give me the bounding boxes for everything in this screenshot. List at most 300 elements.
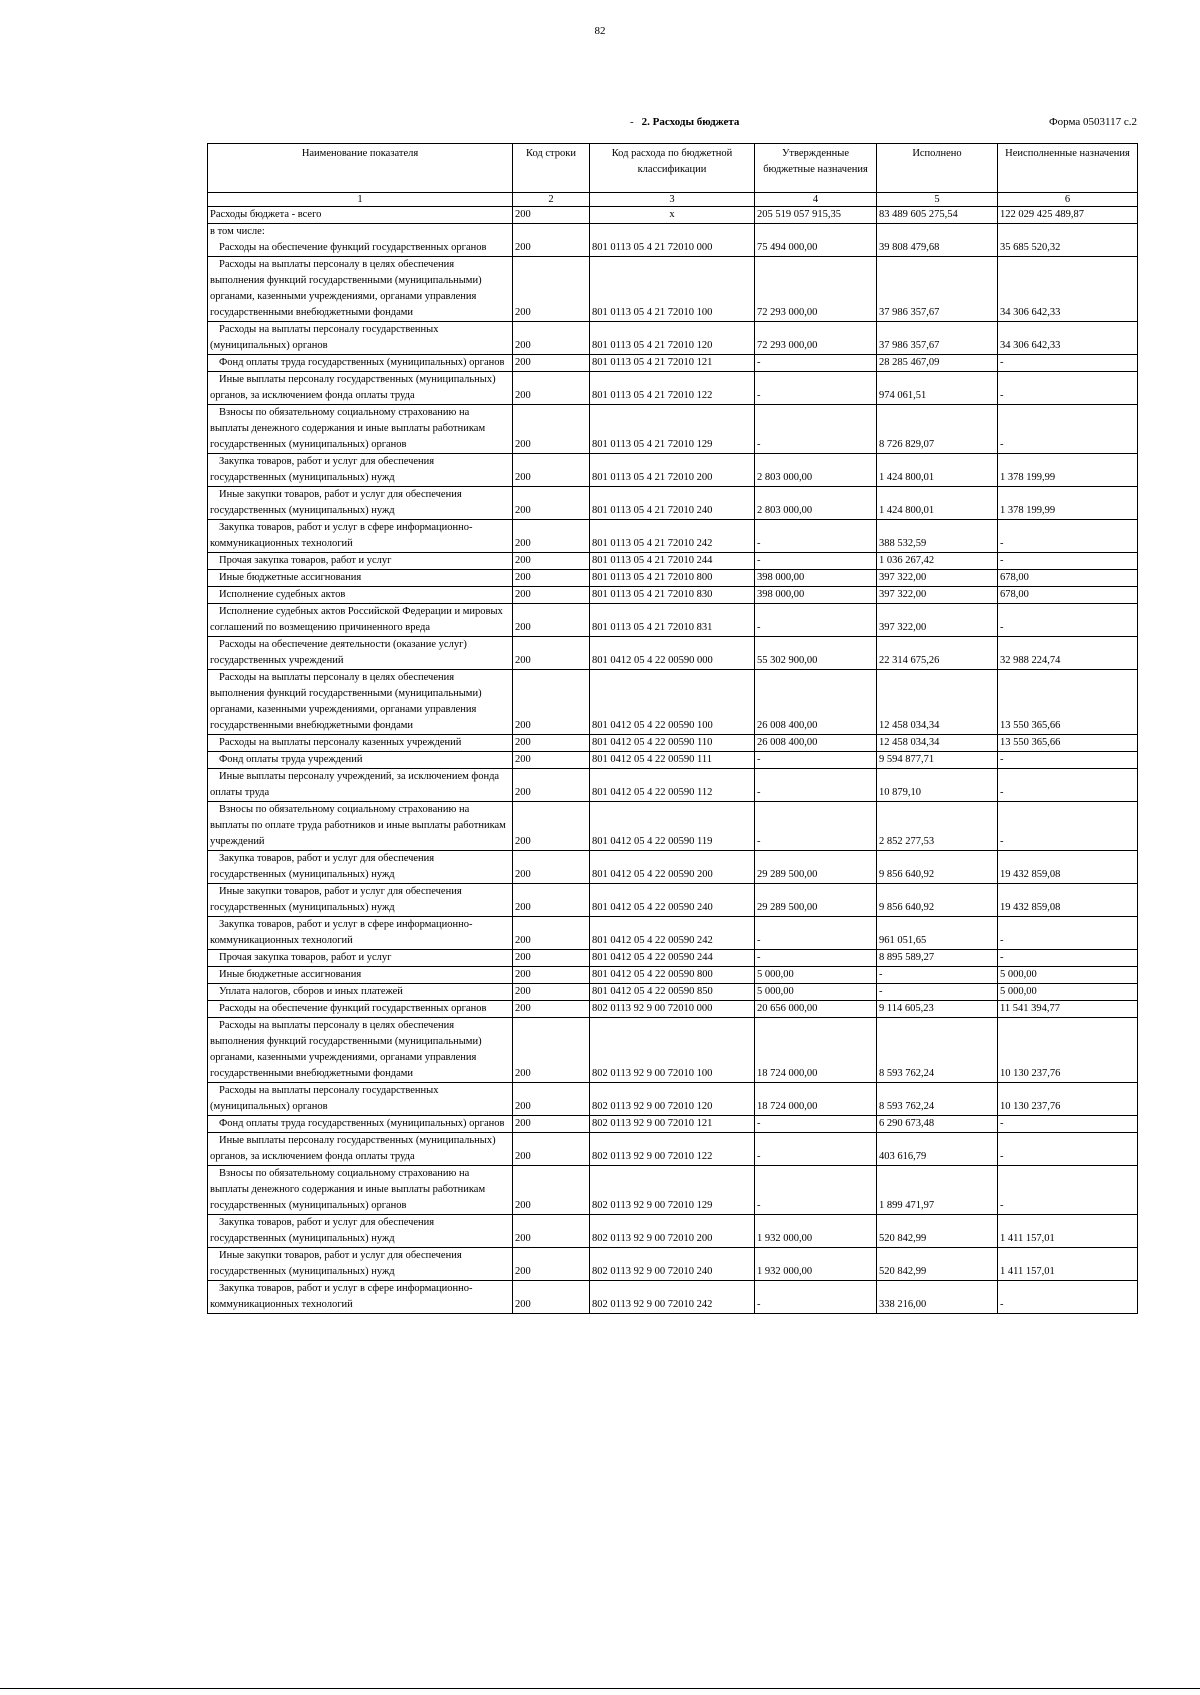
row-line-code-cell: 200 (513, 257, 590, 322)
row-unexecuted-cell: - (998, 917, 1138, 950)
row-name-text: Расходы на выплаты персоналу в целях обеспечения выполнения функций государственными (муниципальными) органами, казенными учреждениями, органами управления государственными внебюджетными фондами (210, 672, 482, 731)
row-executed-cell: 37 986 357,67 (877, 322, 998, 355)
row-name-cell (208, 1166, 513, 1215)
row-line-code-cell: 200 (513, 1215, 590, 1248)
row-kbk-cell: 801 0412 05 4 22 00590 112 (590, 769, 755, 802)
table-body (208, 207, 1138, 1314)
row-unexecuted-cell: 1 411 157,01 (998, 1215, 1138, 1248)
row-approved-cell: - (755, 950, 877, 967)
row-line-code-cell: 200 (513, 752, 590, 769)
row-name-cell (208, 1018, 513, 1083)
table-row (208, 454, 1138, 487)
row-line-code-cell: 200 (513, 802, 590, 851)
row-name-text: Взносы по обязательному социальному страхованию на выплаты денежного содержания и иные выплаты работникам государственных (муниципальных) органов (210, 1168, 486, 1211)
row-line-code-cell: 200 (513, 207, 590, 224)
row-name-text: Расходы на выплаты персоналу государственных (муниципальных) органов (210, 1085, 439, 1112)
row-kbk-cell: 802 0113 92 9 00 72010 000 (590, 1001, 755, 1018)
row-line-code-cell: 200 (513, 1133, 590, 1166)
column-number: 5 (877, 193, 998, 207)
row-unexecuted-cell: - (998, 405, 1138, 454)
row-kbk-cell: 801 0412 05 4 22 00590 000 (590, 637, 755, 670)
row-executed-cell: 12 458 034,34 (877, 670, 998, 735)
row-name-text: Закупка товаров, работ и услуг для обеспечения государственных (муниципальных) нужд (210, 1217, 435, 1244)
table-row (208, 570, 1138, 587)
row-name-text: Расходы на выплаты персоналу в целях обеспечения выполнения функций государственными (муниципальными) органами, казенными учреждениями, органами управления государственными внебюджетными фондами (210, 259, 482, 318)
row-name-cell (208, 1215, 513, 1248)
row-line-code-cell: 200 (513, 553, 590, 570)
row-unexecuted-cell: 1 378 199,99 (998, 454, 1138, 487)
row-approved-cell: 29 289 500,00 (755, 884, 877, 917)
table-row (208, 752, 1138, 769)
row-executed-cell: 388 532,59 (877, 520, 998, 553)
column-numbers-row (208, 193, 1138, 207)
row-approved-cell: - (755, 752, 877, 769)
row-name-cell (208, 257, 513, 322)
row-name-text: Расходы на обеспечение деятельности (оказание услуг) государственных учреждений (210, 639, 467, 666)
row-kbk-cell: 802 0113 92 9 00 72010 240 (590, 1248, 755, 1281)
row-approved-cell: - (755, 769, 877, 802)
row-kbk-cell: 801 0412 05 4 22 00590 242 (590, 917, 755, 950)
table-row (208, 884, 1138, 917)
table-row (208, 1215, 1138, 1248)
row-line-code-cell: 200 (513, 1001, 590, 1018)
row-approved-cell: - (755, 604, 877, 637)
row-name-text: Закупка товаров, работ и услуг для обеспечения государственных (муниципальных) нужд (210, 853, 435, 880)
row-executed-cell: 397 322,00 (877, 604, 998, 637)
row-line-code-cell: 200 (513, 520, 590, 553)
row-line-code-cell: 200 (513, 851, 590, 884)
row-unexecuted-cell: - (998, 1116, 1138, 1133)
row-executed-cell: - (877, 967, 998, 984)
row-name-text: Иные закупки товаров, работ и услуг для обеспечения государственных (муниципальных) нужд (210, 1250, 462, 1277)
table-row (208, 967, 1138, 984)
row-name-text: Закупка товаров, работ и услуг в сфере информационно-коммуникационных технологий (210, 1283, 473, 1310)
row-name-cell (208, 553, 513, 570)
table-row (208, 1001, 1138, 1018)
row-unexecuted-cell: 678,00 (998, 587, 1138, 604)
column-number: 3 (590, 193, 755, 207)
row-executed-cell: 28 285 467,09 (877, 355, 998, 372)
row-executed-cell: 974 061,51 (877, 372, 998, 405)
row-approved-cell: 5 000,00 (755, 984, 877, 1001)
row-unexecuted-cell: 10 130 237,76 (998, 1018, 1138, 1083)
row-approved-cell (755, 224, 877, 241)
row-name-text: Иные выплаты персоналу учреждений, за исключением фонда оплаты труда (210, 771, 500, 798)
row-unexecuted-cell (998, 224, 1138, 241)
row-name-cell (208, 769, 513, 802)
column-header-line-code: Код строки (513, 144, 590, 193)
row-name-text: Уплата налогов, сборов и иных платежей (219, 986, 403, 997)
row-name-cell (208, 454, 513, 487)
row-name-cell (208, 1116, 513, 1133)
row-name-text: Фонд оплаты труда учреждений (219, 754, 363, 765)
row-unexecuted-cell: - (998, 604, 1138, 637)
row-executed-cell: 1 424 800,01 (877, 487, 998, 520)
row-name-text: Иные бюджетные ассигнования (219, 572, 362, 583)
column-header-executed: Исполнено (877, 144, 998, 193)
row-name-cell (208, 355, 513, 372)
row-line-code-cell: 200 (513, 735, 590, 752)
row-line-code-cell: 200 (513, 1248, 590, 1281)
row-unexecuted-cell: - (998, 1281, 1138, 1314)
row-unexecuted-cell: 13 550 365,66 (998, 735, 1138, 752)
row-unexecuted-cell: - (998, 1133, 1138, 1166)
table-row (208, 1133, 1138, 1166)
row-unexecuted-cell: 13 550 365,66 (998, 670, 1138, 735)
row-line-code-cell: 200 (513, 372, 590, 405)
row-kbk-cell: 801 0412 05 4 22 00590 850 (590, 984, 755, 1001)
row-kbk-cell (590, 224, 755, 241)
table-row (208, 1166, 1138, 1215)
row-approved-cell: - (755, 1166, 877, 1215)
column-number: 1 (208, 193, 513, 207)
row-line-code-cell: 200 (513, 240, 590, 257)
row-kbk-cell: 801 0113 05 4 21 72010 830 (590, 587, 755, 604)
row-executed-cell: 37 986 357,67 (877, 257, 998, 322)
row-line-code-cell: 200 (513, 1018, 590, 1083)
row-line-code-cell: 200 (513, 984, 590, 1001)
row-kbk-cell: 802 0113 92 9 00 72010 121 (590, 1116, 755, 1133)
row-line-code-cell: 200 (513, 570, 590, 587)
row-name-cell (208, 1248, 513, 1281)
row-kbk-cell: 801 0113 05 4 21 72010 244 (590, 553, 755, 570)
column-number: 2 (513, 193, 590, 207)
table-row (208, 224, 1138, 241)
row-name-cell (208, 240, 513, 257)
row-executed-cell (877, 224, 998, 241)
row-line-code-cell: 200 (513, 1281, 590, 1314)
row-unexecuted-cell: 19 432 859,08 (998, 884, 1138, 917)
row-unexecuted-cell: - (998, 355, 1138, 372)
row-name-cell (208, 322, 513, 355)
row-executed-cell: 10 879,10 (877, 769, 998, 802)
row-name-cell (208, 1083, 513, 1116)
form-code: Форма 0503117 с.2 (1048, 116, 1137, 128)
table-row (208, 604, 1138, 637)
row-approved-cell: 55 302 900,00 (755, 637, 877, 670)
row-unexecuted-cell: - (998, 520, 1138, 553)
table-row (208, 587, 1138, 604)
row-approved-cell: - (755, 520, 877, 553)
row-unexecuted-cell: 5 000,00 (998, 984, 1138, 1001)
table-row (208, 735, 1138, 752)
row-name-text: Иные закупки товаров, работ и услуг для обеспечения государственных (муниципальных) нужд (210, 886, 462, 913)
row-approved-cell: 398 000,00 (755, 587, 877, 604)
row-kbk-cell: 801 0412 05 4 22 00590 800 (590, 967, 755, 984)
row-name-text: Расходы на выплаты персоналу государственных (муниципальных) органов (210, 324, 439, 351)
row-unexecuted-cell: 10 130 237,76 (998, 1083, 1138, 1116)
row-name-text: Расходы на выплаты персоналу в целях обеспечения выполнения функций государственными (муниципальными) органами, казенными учреждениями, органами управления государственными внебюджетными фондами (210, 1020, 482, 1079)
row-unexecuted-cell: 5 000,00 (998, 967, 1138, 984)
row-name-text: Взносы по обязательному социальному страхованию на выплаты денежного содержания и иные выплаты работникам государственных (муниципальных) органов (210, 407, 486, 450)
row-kbk-cell: x (590, 207, 755, 224)
row-approved-cell: 72 293 000,00 (755, 322, 877, 355)
row-kbk-cell: 802 0113 92 9 00 72010 120 (590, 1083, 755, 1116)
row-kbk-cell: 801 0412 05 4 22 00590 111 (590, 752, 755, 769)
row-kbk-cell: 801 0113 05 4 21 72010 831 (590, 604, 755, 637)
table-row (208, 240, 1138, 257)
row-unexecuted-cell: 11 541 394,77 (998, 1001, 1138, 1018)
row-unexecuted-cell: - (998, 372, 1138, 405)
row-approved-cell: 26 008 400,00 (755, 735, 877, 752)
row-name-cell (208, 984, 513, 1001)
row-unexecuted-cell: 1 411 157,01 (998, 1248, 1138, 1281)
section-title-text: 2. Расходы бюджета (641, 116, 740, 128)
row-unexecuted-cell: - (998, 1166, 1138, 1215)
table-row (208, 553, 1138, 570)
row-kbk-cell: 801 0113 05 4 21 72010 122 (590, 372, 755, 405)
row-approved-cell: 205 519 057 915,35 (755, 207, 877, 224)
column-header-name: Наименование показателя (208, 144, 513, 193)
row-approved-cell: 5 000,00 (755, 967, 877, 984)
row-name-text: Прочая закупка товаров, работ и услуг (219, 952, 392, 963)
row-line-code-cell: 200 (513, 604, 590, 637)
row-executed-cell: 6 290 673,48 (877, 1116, 998, 1133)
column-header-unexecuted: Неисполненные назначения (998, 144, 1138, 193)
row-kbk-cell: 801 0113 05 4 21 72010 242 (590, 520, 755, 553)
table-row (208, 670, 1138, 735)
row-name-cell (208, 917, 513, 950)
row-approved-cell: - (755, 1281, 877, 1314)
column-number: 4 (755, 193, 877, 207)
row-approved-cell: - (755, 1116, 877, 1133)
row-unexecuted-cell: 122 029 425 489,87 (998, 207, 1138, 224)
row-approved-cell: - (755, 405, 877, 454)
row-approved-cell: 26 008 400,00 (755, 670, 877, 735)
row-line-code-cell: 200 (513, 487, 590, 520)
row-approved-cell: 18 724 000,00 (755, 1083, 877, 1116)
row-name-cell (208, 405, 513, 454)
row-kbk-cell: 801 0412 05 4 22 00590 119 (590, 802, 755, 851)
table-row (208, 1281, 1138, 1314)
bottom-rule (0, 1688, 1200, 1689)
row-name-text: Взносы по обязательному социальному страхованию на выплаты по оплате труда работников и иные выплаты работникам учреждений (210, 804, 506, 847)
row-name-text: Закупка товаров, работ и услуг в сфере информационно-коммуникационных технологий (210, 522, 473, 549)
row-executed-cell: 9 594 877,71 (877, 752, 998, 769)
row-line-code-cell: 200 (513, 322, 590, 355)
row-kbk-cell: 802 0113 92 9 00 72010 129 (590, 1166, 755, 1215)
row-approved-cell: 18 724 000,00 (755, 1018, 877, 1083)
row-unexecuted-cell: 678,00 (998, 570, 1138, 587)
row-kbk-cell: 802 0113 92 9 00 72010 200 (590, 1215, 755, 1248)
row-name-cell (208, 487, 513, 520)
row-name-cell (208, 604, 513, 637)
row-line-code-cell: 200 (513, 884, 590, 917)
row-name-cell (208, 587, 513, 604)
column-headers-row (208, 144, 1138, 193)
row-kbk-cell: 801 0113 05 4 21 72010 129 (590, 405, 755, 454)
table-row (208, 950, 1138, 967)
row-approved-cell: - (755, 355, 877, 372)
page-number: 82 (594, 25, 606, 37)
row-executed-cell: 1 036 267,42 (877, 553, 998, 570)
table-row (208, 487, 1138, 520)
row-line-code-cell: 200 (513, 1166, 590, 1215)
table-row (208, 802, 1138, 851)
row-approved-cell: - (755, 917, 877, 950)
table-row (208, 207, 1138, 224)
row-unexecuted-cell: 32 988 224,74 (998, 637, 1138, 670)
row-approved-cell: 29 289 500,00 (755, 851, 877, 884)
row-executed-cell: 9 856 640,92 (877, 884, 998, 917)
row-name-cell (208, 1281, 513, 1314)
row-line-code-cell: 200 (513, 637, 590, 670)
row-executed-cell: 8 726 829,07 (877, 405, 998, 454)
row-approved-cell: 75 494 000,00 (755, 240, 877, 257)
row-name-text: Расходы бюджета - всего (210, 209, 322, 220)
row-line-code-cell: 200 (513, 950, 590, 967)
row-name-cell (208, 670, 513, 735)
row-name-cell (208, 967, 513, 984)
row-line-code-cell: 200 (513, 355, 590, 372)
row-line-code-cell: 200 (513, 967, 590, 984)
row-name-text: Закупка товаров, работ и услуг для обеспечения государственных (муниципальных) нужд (210, 456, 435, 483)
table-row (208, 769, 1138, 802)
row-approved-cell: 20 656 000,00 (755, 1001, 877, 1018)
table-row (208, 1018, 1138, 1083)
table-row (208, 1248, 1138, 1281)
row-line-code-cell: 200 (513, 405, 590, 454)
table-row (208, 1083, 1138, 1116)
row-executed-cell: 1 899 471,97 (877, 1166, 998, 1215)
row-line-code-cell: 200 (513, 587, 590, 604)
row-executed-cell: 1 424 800,01 (877, 454, 998, 487)
row-unexecuted-cell: 19 432 859,08 (998, 851, 1138, 884)
row-kbk-cell: 801 0113 05 4 21 72010 100 (590, 257, 755, 322)
row-approved-cell: - (755, 802, 877, 851)
table-row (208, 322, 1138, 355)
table-row (208, 257, 1138, 322)
row-unexecuted-cell: - (998, 950, 1138, 967)
row-name-cell (208, 752, 513, 769)
row-kbk-cell: 802 0113 92 9 00 72010 100 (590, 1018, 755, 1083)
row-executed-cell: 338 216,00 (877, 1281, 998, 1314)
row-name-text: Исполнение судебных актов (219, 589, 346, 600)
row-unexecuted-cell: - (998, 752, 1138, 769)
row-name-cell (208, 950, 513, 967)
row-line-code-cell: 200 (513, 1083, 590, 1116)
row-name-text: Фонд оплаты труда государственных (муниципальных) органов (219, 357, 505, 368)
row-executed-cell: - (877, 984, 998, 1001)
row-kbk-cell: 801 0113 05 4 21 72010 800 (590, 570, 755, 587)
row-name-cell (208, 372, 513, 405)
row-name-cell (208, 207, 513, 224)
row-name-text: Расходы на обеспечение функций государственных органов (219, 1003, 487, 1014)
table-row (208, 984, 1138, 1001)
row-kbk-cell: 801 0412 05 4 22 00590 200 (590, 851, 755, 884)
row-name-text: Иные выплаты персоналу государственных (муниципальных) органов, за исключением фонда оплаты труда (210, 1135, 496, 1162)
budget-expenses-table (207, 143, 1138, 1314)
row-executed-cell: 961 051,65 (877, 917, 998, 950)
table-row (208, 355, 1138, 372)
row-unexecuted-cell: - (998, 769, 1138, 802)
row-kbk-cell: 801 0113 05 4 21 72010 121 (590, 355, 755, 372)
row-kbk-cell: 801 0412 05 4 22 00590 240 (590, 884, 755, 917)
table-row (208, 917, 1138, 950)
row-name-text: Расходы на обеспечение функций государственных органов (219, 242, 487, 253)
row-kbk-cell: 801 0412 05 4 22 00590 110 (590, 735, 755, 752)
row-executed-cell: 39 808 479,68 (877, 240, 998, 257)
row-approved-cell: 72 293 000,00 (755, 257, 877, 322)
expenses-table-wrap (207, 143, 1137, 1314)
table-row (208, 851, 1138, 884)
row-kbk-cell: 801 0113 05 4 21 72010 120 (590, 322, 755, 355)
section-mark: - (630, 116, 634, 128)
row-name-text: в том числе: (210, 226, 265, 237)
row-executed-cell: 397 322,00 (877, 587, 998, 604)
row-name-text: Иные бюджетные ассигнования (219, 969, 362, 980)
row-line-code-cell: 200 (513, 670, 590, 735)
row-approved-cell: 2 803 000,00 (755, 454, 877, 487)
row-executed-cell: 2 852 277,53 (877, 802, 998, 851)
table-row (208, 520, 1138, 553)
row-unexecuted-cell: - (998, 802, 1138, 851)
row-executed-cell: 22 314 675,26 (877, 637, 998, 670)
row-kbk-cell: 801 0412 05 4 22 00590 244 (590, 950, 755, 967)
row-line-code-cell: 200 (513, 454, 590, 487)
row-executed-cell: 12 458 034,34 (877, 735, 998, 752)
row-executed-cell: 520 842,99 (877, 1248, 998, 1281)
row-name-text: Прочая закупка товаров, работ и услуг (219, 555, 392, 566)
row-name-cell (208, 520, 513, 553)
row-kbk-cell: 802 0113 92 9 00 72010 242 (590, 1281, 755, 1314)
column-header-approved: Утвержденные бюджетные назначения (755, 144, 877, 193)
row-name-text: Расходы на выплаты персоналу казенных учреждений (219, 737, 462, 748)
row-executed-cell: 8 895 589,27 (877, 950, 998, 967)
row-name-cell (208, 884, 513, 917)
row-name-text: Закупка товаров, работ и услуг в сфере информационно-коммуникационных технологий (210, 919, 473, 946)
column-header-kbk: Код расхода по бюджетной классификации (590, 144, 755, 193)
row-unexecuted-cell: - (998, 553, 1138, 570)
row-unexecuted-cell: 34 306 642,33 (998, 257, 1138, 322)
row-approved-cell: - (755, 372, 877, 405)
row-name-cell (208, 1001, 513, 1018)
row-executed-cell: 520 842,99 (877, 1215, 998, 1248)
row-executed-cell: 397 322,00 (877, 570, 998, 587)
row-executed-cell: 9 114 605,23 (877, 1001, 998, 1018)
row-approved-cell: 1 932 000,00 (755, 1248, 877, 1281)
row-name-text: Исполнение судебных актов Российской Федерации и мировых соглашений по возмещению причиненного вреда (210, 606, 503, 633)
row-approved-cell: 1 932 000,00 (755, 1215, 877, 1248)
row-name-cell (208, 637, 513, 670)
row-approved-cell: 398 000,00 (755, 570, 877, 587)
row-kbk-cell: 801 0113 05 4 21 72010 000 (590, 240, 755, 257)
table-row (208, 637, 1138, 670)
row-executed-cell: 403 616,79 (877, 1133, 998, 1166)
row-executed-cell: 8 593 762,24 (877, 1018, 998, 1083)
row-executed-cell: 8 593 762,24 (877, 1083, 998, 1116)
row-kbk-cell: 801 0113 05 4 21 72010 240 (590, 487, 755, 520)
row-name-text: Иные выплаты персоналу государственных (муниципальных) органов, за исключением фонда оплаты труда (210, 374, 496, 401)
row-line-code-cell: 200 (513, 917, 590, 950)
row-name-cell (208, 570, 513, 587)
row-line-code-cell (513, 224, 590, 241)
row-executed-cell: 83 489 605 275,54 (877, 207, 998, 224)
table-row (208, 405, 1138, 454)
row-unexecuted-cell: 35 685 520,32 (998, 240, 1138, 257)
table-row (208, 372, 1138, 405)
row-executed-cell: 9 856 640,92 (877, 851, 998, 884)
row-approved-cell: - (755, 553, 877, 570)
row-approved-cell: 2 803 000,00 (755, 487, 877, 520)
row-kbk-cell: 802 0113 92 9 00 72010 122 (590, 1133, 755, 1166)
section-title (630, 116, 739, 128)
table-row (208, 1116, 1138, 1133)
row-name-cell (208, 224, 513, 241)
row-name-cell (208, 735, 513, 752)
row-kbk-cell: 801 0412 05 4 22 00590 100 (590, 670, 755, 735)
row-line-code-cell: 200 (513, 1116, 590, 1133)
